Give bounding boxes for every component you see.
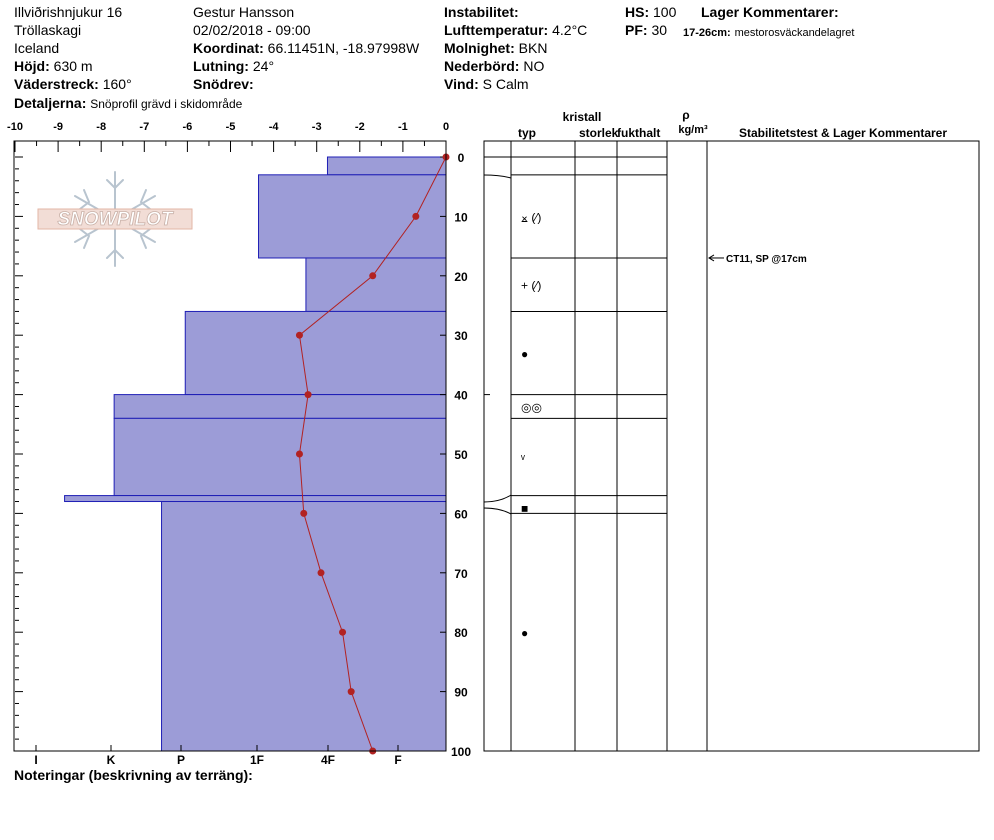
temperature-point [305, 391, 312, 398]
country-name: Iceland [14, 40, 60, 56]
depth-tick-label: 60 [454, 507, 468, 522]
aspect-value: 160° [102, 76, 132, 92]
hs-value: 100 [653, 4, 677, 20]
cloud-label: Molnighet: [444, 40, 515, 56]
crystal-table-frame [484, 141, 979, 751]
instability-label: Instabilitet: [444, 4, 519, 20]
observer-name: Gestur Hansson [193, 4, 295, 20]
coordinate-label: Koordinat: [193, 40, 264, 56]
wind-value: S Calm [482, 76, 529, 92]
hardness-tick-label: K [106, 753, 116, 767]
hardness-tick-label: 1F [249, 753, 265, 767]
crystal-type-symbol: ● [521, 347, 529, 362]
slope-label: Lutning: [193, 58, 249, 74]
depth-tick-label: 30 [454, 329, 468, 344]
hardness-bar [162, 502, 446, 751]
layer-connector [484, 508, 511, 514]
col-size-header: storlek [579, 126, 619, 140]
depth-tick-label: 40 [454, 388, 468, 403]
crystal-type-symbol: ⨱ (⁄) [521, 210, 542, 225]
col-stability-header: Stabilitetstest & Lager Kommentarer [738, 126, 948, 140]
temp-tick-label: -2 [354, 121, 365, 133]
col-type-header: typ [518, 126, 536, 140]
precipitation-label: Nederbörd: [444, 58, 520, 74]
temperature-point [412, 213, 419, 220]
temperature-point [369, 272, 376, 279]
depth-tick-label: 50 [454, 448, 468, 462]
col-rho-header: ρ [682, 108, 690, 122]
temp-tick-label: -3 [311, 121, 322, 133]
hardness-bar [114, 395, 446, 419]
aspect-label: Väderstreck: [14, 76, 99, 92]
temperature-point [339, 629, 346, 636]
pf-value: 30 [651, 22, 668, 38]
stability-test-label: CT11, SP @17cm [726, 253, 807, 265]
hardness-bar [114, 418, 446, 495]
coordinate-value: 66.11451N, -18.97998W [267, 40, 420, 56]
observation-datetime: 02/02/2018 - 09:00 [193, 22, 311, 38]
temp-tick-label: -4 [268, 121, 279, 133]
depth-tick-label: 70 [454, 566, 468, 581]
region-name: Tröllaskagi [14, 22, 82, 38]
hardness-bar [327, 157, 446, 175]
depth-tick-label: 20 [454, 269, 468, 284]
pf-label: PF: [625, 22, 648, 38]
wind-label: Vind: [444, 76, 479, 92]
temp-tick-label: -7 [139, 121, 150, 133]
logo-text: SNOWPILOT [57, 209, 173, 230]
layer-connector [484, 175, 511, 178]
location-name: Illviðrishnjukur 16 [14, 4, 123, 20]
hardness-tick-label: 4F [320, 753, 336, 767]
elevation-value: 630 m [53, 58, 93, 74]
hardness-bar [185, 311, 446, 394]
temp-tick-label: 0 [442, 121, 450, 133]
layer-comment-text: mestorosväckandelagret [734, 27, 855, 39]
depth-tick-label: 10 [454, 210, 468, 225]
temp-tick-label: -10 [7, 121, 23, 133]
depth-tick-label: 100 [450, 745, 472, 759]
crystal-type-symbol: ◎◎ [521, 400, 542, 415]
crystal-type-symbol: ● [521, 626, 529, 641]
depth-tick-label: 80 [454, 626, 468, 641]
hardness-bar [65, 496, 446, 502]
temp-tick-label: -1 [398, 121, 408, 133]
snowpilot-logo [38, 172, 192, 266]
snowdrift-label: Snödrev: [193, 76, 254, 92]
hardness-tick-label: F [394, 753, 402, 767]
hardness-bar [306, 258, 446, 311]
layer-comment-range: 17-26cm: [683, 27, 731, 39]
temp-tick-label: -8 [96, 121, 107, 133]
temperature-point [296, 332, 303, 339]
temperature-point [348, 688, 355, 695]
air-temperature-value: 4.2°C [552, 22, 588, 38]
hardness-tick-label: P [176, 753, 186, 767]
cloud-value: BKN [518, 40, 548, 56]
temp-tick-label: -5 [225, 121, 236, 133]
details-value: Snöprofil grävd i skidområde [90, 97, 243, 111]
layer-connector [484, 495, 511, 502]
hardness-tick-label: I [34, 753, 38, 767]
hs-label: HS: [625, 4, 650, 20]
notes-label: Noteringar (beskrivning av terräng): [14, 767, 253, 783]
crystal-type-symbol: + (⁄) [521, 278, 542, 293]
air-temperature-label: Lufttemperatur: [444, 22, 549, 38]
temp-tick-label: -6 [182, 121, 193, 133]
depth-tick-label: 0 [457, 151, 465, 165]
temperature-point [318, 569, 325, 576]
crystal-type-symbol: ■ [521, 501, 529, 516]
slope-value: 24° [252, 58, 275, 74]
layer-comments-label: Lager Kommentarer: [701, 4, 839, 20]
col-density-header: kg/m³ [678, 124, 708, 136]
elevation-label: Höjd: [14, 58, 50, 74]
temperature-point [300, 510, 307, 517]
temp-tick-label: -9 [53, 121, 63, 133]
col-moisture-header: fukthalt [617, 126, 661, 140]
precipitation-value: NO [523, 58, 545, 74]
col-crystal-header: kristall [562, 110, 602, 124]
crystal-type-symbol: ᵥ [521, 448, 525, 462]
temperature-point [296, 451, 303, 458]
details-label: Detaljerna: [14, 95, 87, 111]
depth-tick-label: 90 [454, 685, 468, 700]
